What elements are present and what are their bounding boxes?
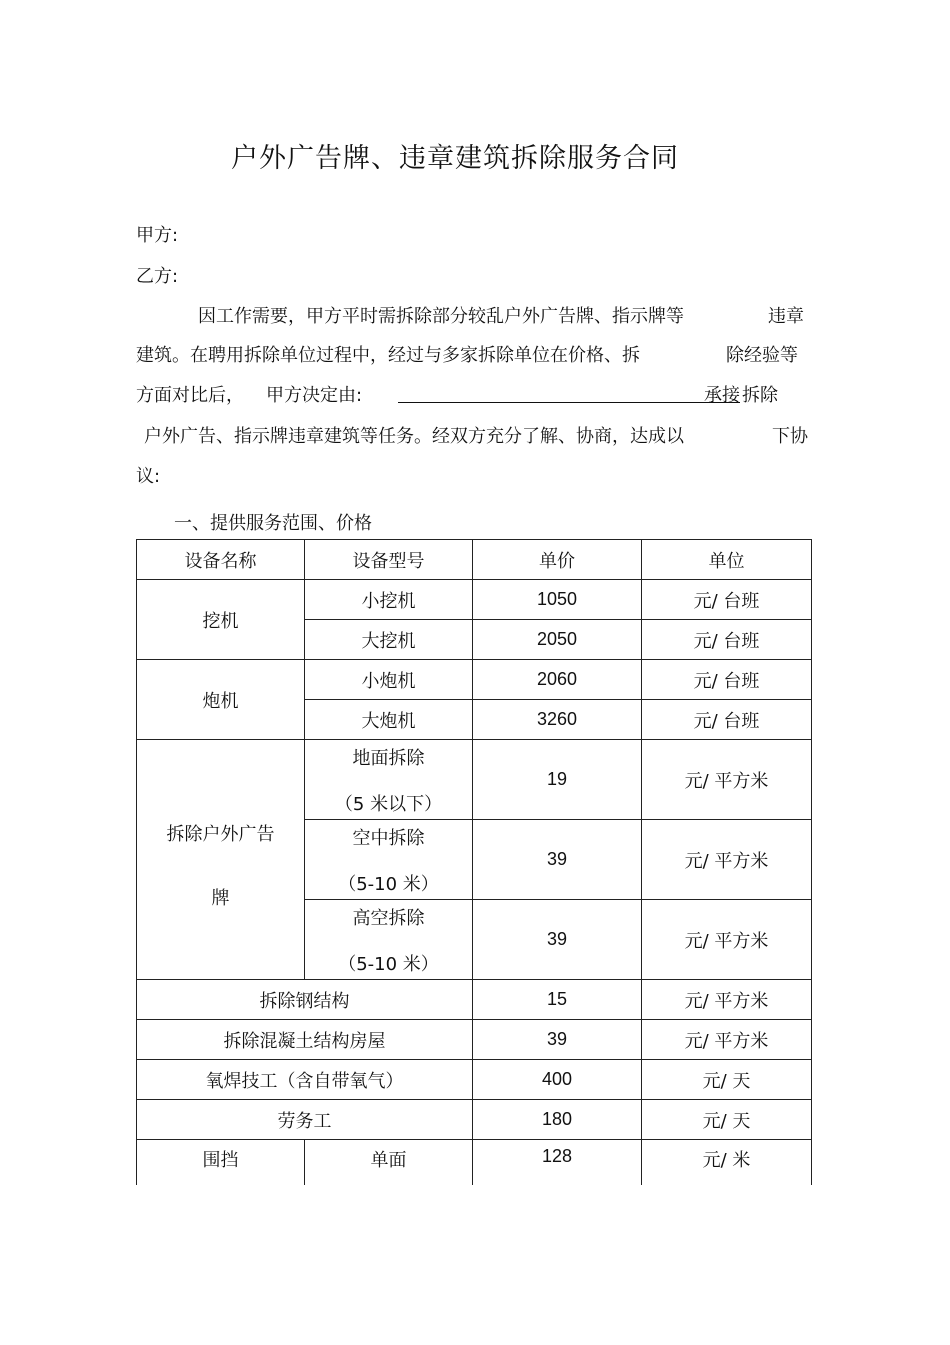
paragraph-line4-a: 户外广告、指示牌违章建筑等任务。经双方充分了解、协商，达成以	[144, 426, 684, 447]
billboard-name	[137, 740, 305, 980]
unit-cell: 元/ 平方米	[642, 740, 812, 820]
table-row	[137, 1100, 812, 1140]
model-cell	[305, 740, 473, 820]
table-row	[137, 1060, 812, 1100]
paragraph-line1-a: 因工作需要，甲方平时需拆除部分较乱户外广告牌、指示牌等	[198, 306, 684, 327]
model-line2: （5-10 米）	[338, 953, 439, 975]
unit-cell: 元/ 平方米	[642, 900, 812, 980]
price-cell: 2050	[473, 620, 642, 660]
unit-cell: 元/ 台班	[642, 660, 812, 700]
table-header-row	[137, 540, 812, 580]
model-cell: 大炮机	[305, 700, 473, 740]
table-row	[137, 980, 812, 1020]
section-heading-1: 一、提供服务范围、价格	[174, 513, 372, 534]
paragraph-line4-b: 下协	[772, 426, 808, 447]
paragraph-line2-a: 建筑。在聘用拆除单位过程中，经过与多家拆除单位在价格、拆	[136, 345, 640, 366]
model-cell: 小挖机	[305, 580, 473, 620]
billboard-name-line1: 拆除户外广告	[166, 823, 275, 845]
service-name-cell: 拆除混凝土结构房屋	[137, 1020, 473, 1060]
model-line1: 地面拆除	[352, 747, 425, 769]
header-equipment-model: 设备型号	[305, 540, 473, 580]
table-row	[137, 1020, 812, 1060]
unit-cell: 元/ 台班	[642, 700, 812, 740]
model-cell	[305, 820, 473, 900]
price-cell: 3260	[473, 700, 642, 740]
paragraph-line5: 议:	[136, 466, 161, 487]
price-cell: 1050	[473, 580, 642, 620]
billboard-name-line2: 牌	[211, 887, 230, 909]
model-cell: 大挖机	[305, 620, 473, 660]
price-cell: 39	[473, 820, 642, 900]
excavator-name: 挖机	[137, 580, 305, 660]
header-unit-price: 单价	[473, 540, 642, 580]
price-cell: 180	[473, 1100, 642, 1140]
unit-cell: 元/ 平方米	[642, 980, 812, 1020]
model-line1: 空中拆除	[352, 827, 425, 849]
service-name-cell: 劳务工	[137, 1100, 473, 1140]
unit-cell: 元/ 平方米	[642, 820, 812, 900]
price-cell: 128	[473, 1140, 642, 1186]
unit-cell: 元/ 米	[642, 1140, 812, 1186]
breaker-name: 炮机	[137, 660, 305, 740]
model-line2: （5-10 米）	[338, 873, 439, 895]
paragraph-line3-b: 甲方决定由:	[266, 385, 363, 406]
model-cell	[305, 900, 473, 980]
price-cell: 19	[473, 740, 642, 820]
paragraph-line3-d: 拆除	[742, 385, 778, 406]
model-cell: 单面	[305, 1140, 473, 1186]
unit-cell: 元/ 台班	[642, 620, 812, 660]
model-cell: 小炮机	[305, 660, 473, 700]
price-table	[136, 539, 812, 1185]
paragraph-line2-b: 除经验等	[726, 345, 798, 366]
paragraph-line3-c: 承接	[704, 385, 740, 406]
header-equipment-name: 设备名称	[137, 540, 305, 580]
party-a-label: 甲方:	[136, 225, 179, 246]
header-unit: 单位	[642, 540, 812, 580]
paragraph-line1-b: 违章	[768, 306, 804, 327]
unit-cell: 元/ 台班	[642, 580, 812, 620]
party-b-label: 乙方:	[136, 266, 179, 287]
unit-cell: 元/ 天	[642, 1060, 812, 1100]
paragraph-line3-a: 方面对比后，	[136, 385, 244, 406]
contractor-blank-line	[398, 384, 704, 410]
table-row	[137, 580, 812, 620]
price-cell: 39	[473, 900, 642, 980]
document-title: 户外广告牌、违章建筑拆除服务合同	[231, 143, 679, 174]
unit-cell: 元/ 平方米	[642, 1020, 812, 1060]
price-cell: 39	[473, 1020, 642, 1060]
table-row	[137, 740, 812, 820]
price-cell: 400	[473, 1060, 642, 1100]
table-row	[137, 660, 812, 700]
price-cell: 2060	[473, 660, 642, 700]
service-name-cell: 氧焊技工（含自带氧气）	[137, 1060, 473, 1100]
unit-cell: 元/ 天	[642, 1100, 812, 1140]
service-name-cell: 拆除钢结构	[137, 980, 473, 1020]
price-cell: 15	[473, 980, 642, 1020]
table-row	[137, 1140, 812, 1186]
model-line1: 高空拆除	[352, 907, 425, 929]
model-line2: （5 米以下）	[334, 793, 443, 815]
fence-name: 围挡	[137, 1140, 305, 1186]
